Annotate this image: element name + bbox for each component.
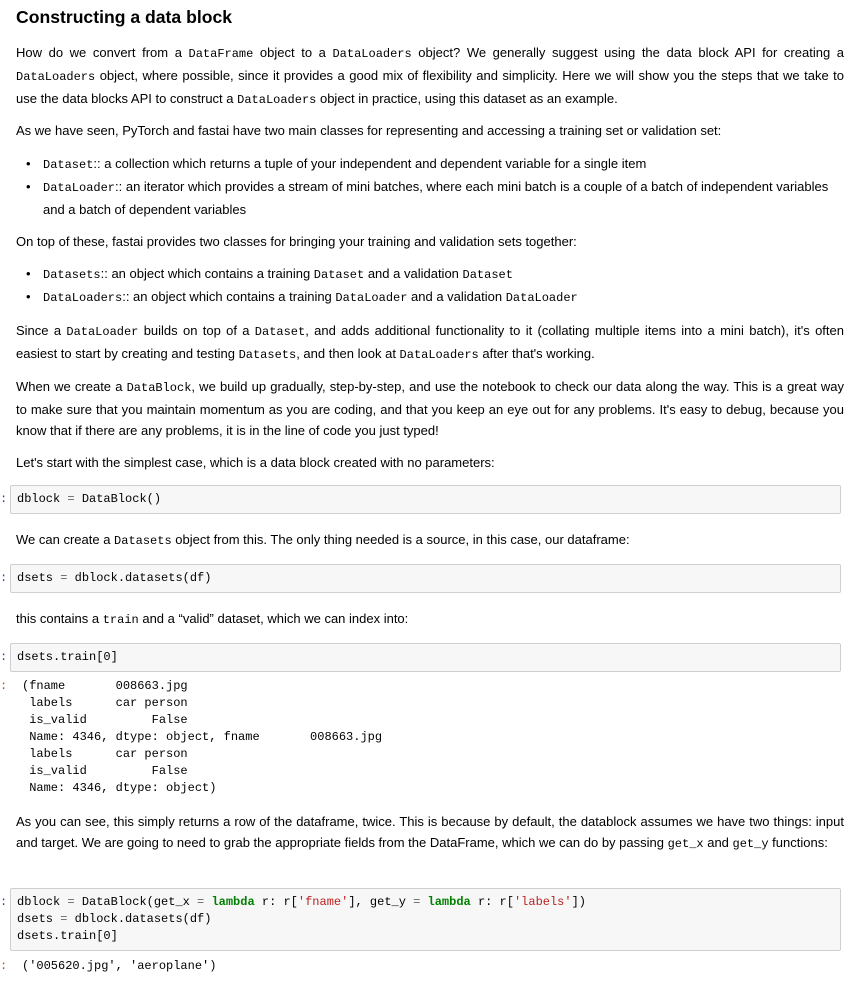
code-cell-get-x-y[interactable]: dblock = DataBlock(get_x = lambda r: r['fname'], get_y = lambda r: r['labels']) dsets = dblock.datasets(df) dsets.train[0] xyxy=(10,888,841,951)
dataloader-paragraph: Since a DataLoader builds on top of a Dataset, and adds additional functionality to it (collating multiple items into a mini batch), it's often easiest to start by creating and testing Datasets, and then look at DataLoaders after that's working. xyxy=(16,323,844,362)
section-heading: Constructing a data block xyxy=(16,7,233,27)
classes-list xyxy=(16,153,836,220)
list-item: • Dataset:: a collection which returns a tuple of your independent and dependent variable for a single item xyxy=(16,153,836,176)
fastai-paragraph: On top of these, fastai provides two classes for bringing your training and validation sets together: xyxy=(16,234,577,249)
list-item: • DataLoader:: an iterator which provides a stream of mini batches, where each mini batch is a couple of a batch of independent variables and a batch of dependent variables xyxy=(16,176,836,220)
datablock-paragraph: When we create a DataBlock, we build up gradually, step-by-step, and use the notebook to check our data along the way. This is a great way to make sure that you maintain momentum as you are coding, and that you keep an eye out for any problems. It's easy to debug, because you know that if there are any problems, it is in the line of code you just typed! xyxy=(16,379,844,438)
get-x-y-paragraph: As you can see, this simply returns a row of the dataframe, twice. This is because by default, the datablock assumes we have two things: input and target. We are going to need to grab the appropriate fields from the DataFrame, which we can do by passing get_x and get_y functions: xyxy=(16,814,844,851)
cell-output-tuple: ('005620.jpg', 'aeroplane') xyxy=(22,959,217,973)
list-item: • Datasets:: an object which contains a training Dataset and a validation Dataset xyxy=(16,263,836,286)
code-cell-train-index[interactable]: dsets.train[0] xyxy=(10,643,841,672)
code-cell-datablock[interactable]: dblock = DataBlock() xyxy=(10,485,841,514)
list-item: • DataLoaders:: an object which contains a training DataLoader and a validation DataLoader xyxy=(16,286,836,309)
input-prompt: : xyxy=(0,895,8,909)
input-prompt: : xyxy=(0,492,8,506)
fastai-list xyxy=(16,263,836,309)
cell-output-dataframe-row: (fname 008663.jpg labels car person is_valid False Name: 4346, dtype: object, fname 008663.jpg labels car person is_valid False Name: 4346, dtype: object) xyxy=(22,679,383,795)
output-prompt: : xyxy=(0,959,8,973)
input-prompt: : xyxy=(0,571,8,585)
datasets-paragraph: We can create a Datasets object from this. The only thing needed is a source, in this case, our dataframe: xyxy=(16,532,630,548)
output-prompt: : xyxy=(0,679,8,693)
simplest-case-paragraph: Let's start with the simplest case, which is a data block created with no parameters: xyxy=(16,455,495,470)
train-valid-paragraph: this contains a train and a “valid” dataset, which we can index into: xyxy=(16,611,409,627)
code-cell-datasets[interactable]: dsets = dblock.datasets(df) xyxy=(10,564,841,593)
input-prompt: : xyxy=(0,650,8,664)
classes-paragraph: As we have seen, PyTorch and fastai have two main classes for representing and accessing a training set or validation set: xyxy=(16,123,722,138)
intro-paragraph: How do we convert from a DataFrame object to a DataLoaders object? We generally suggest using the data block API for creating a DataLoaders object, where possible, since it provides a good mix of flexibility and simplicity. Here we will show you the steps that we take to use the data blocks API to construct a DataLoaders object in practice, using this dataset as an example. xyxy=(16,45,844,107)
